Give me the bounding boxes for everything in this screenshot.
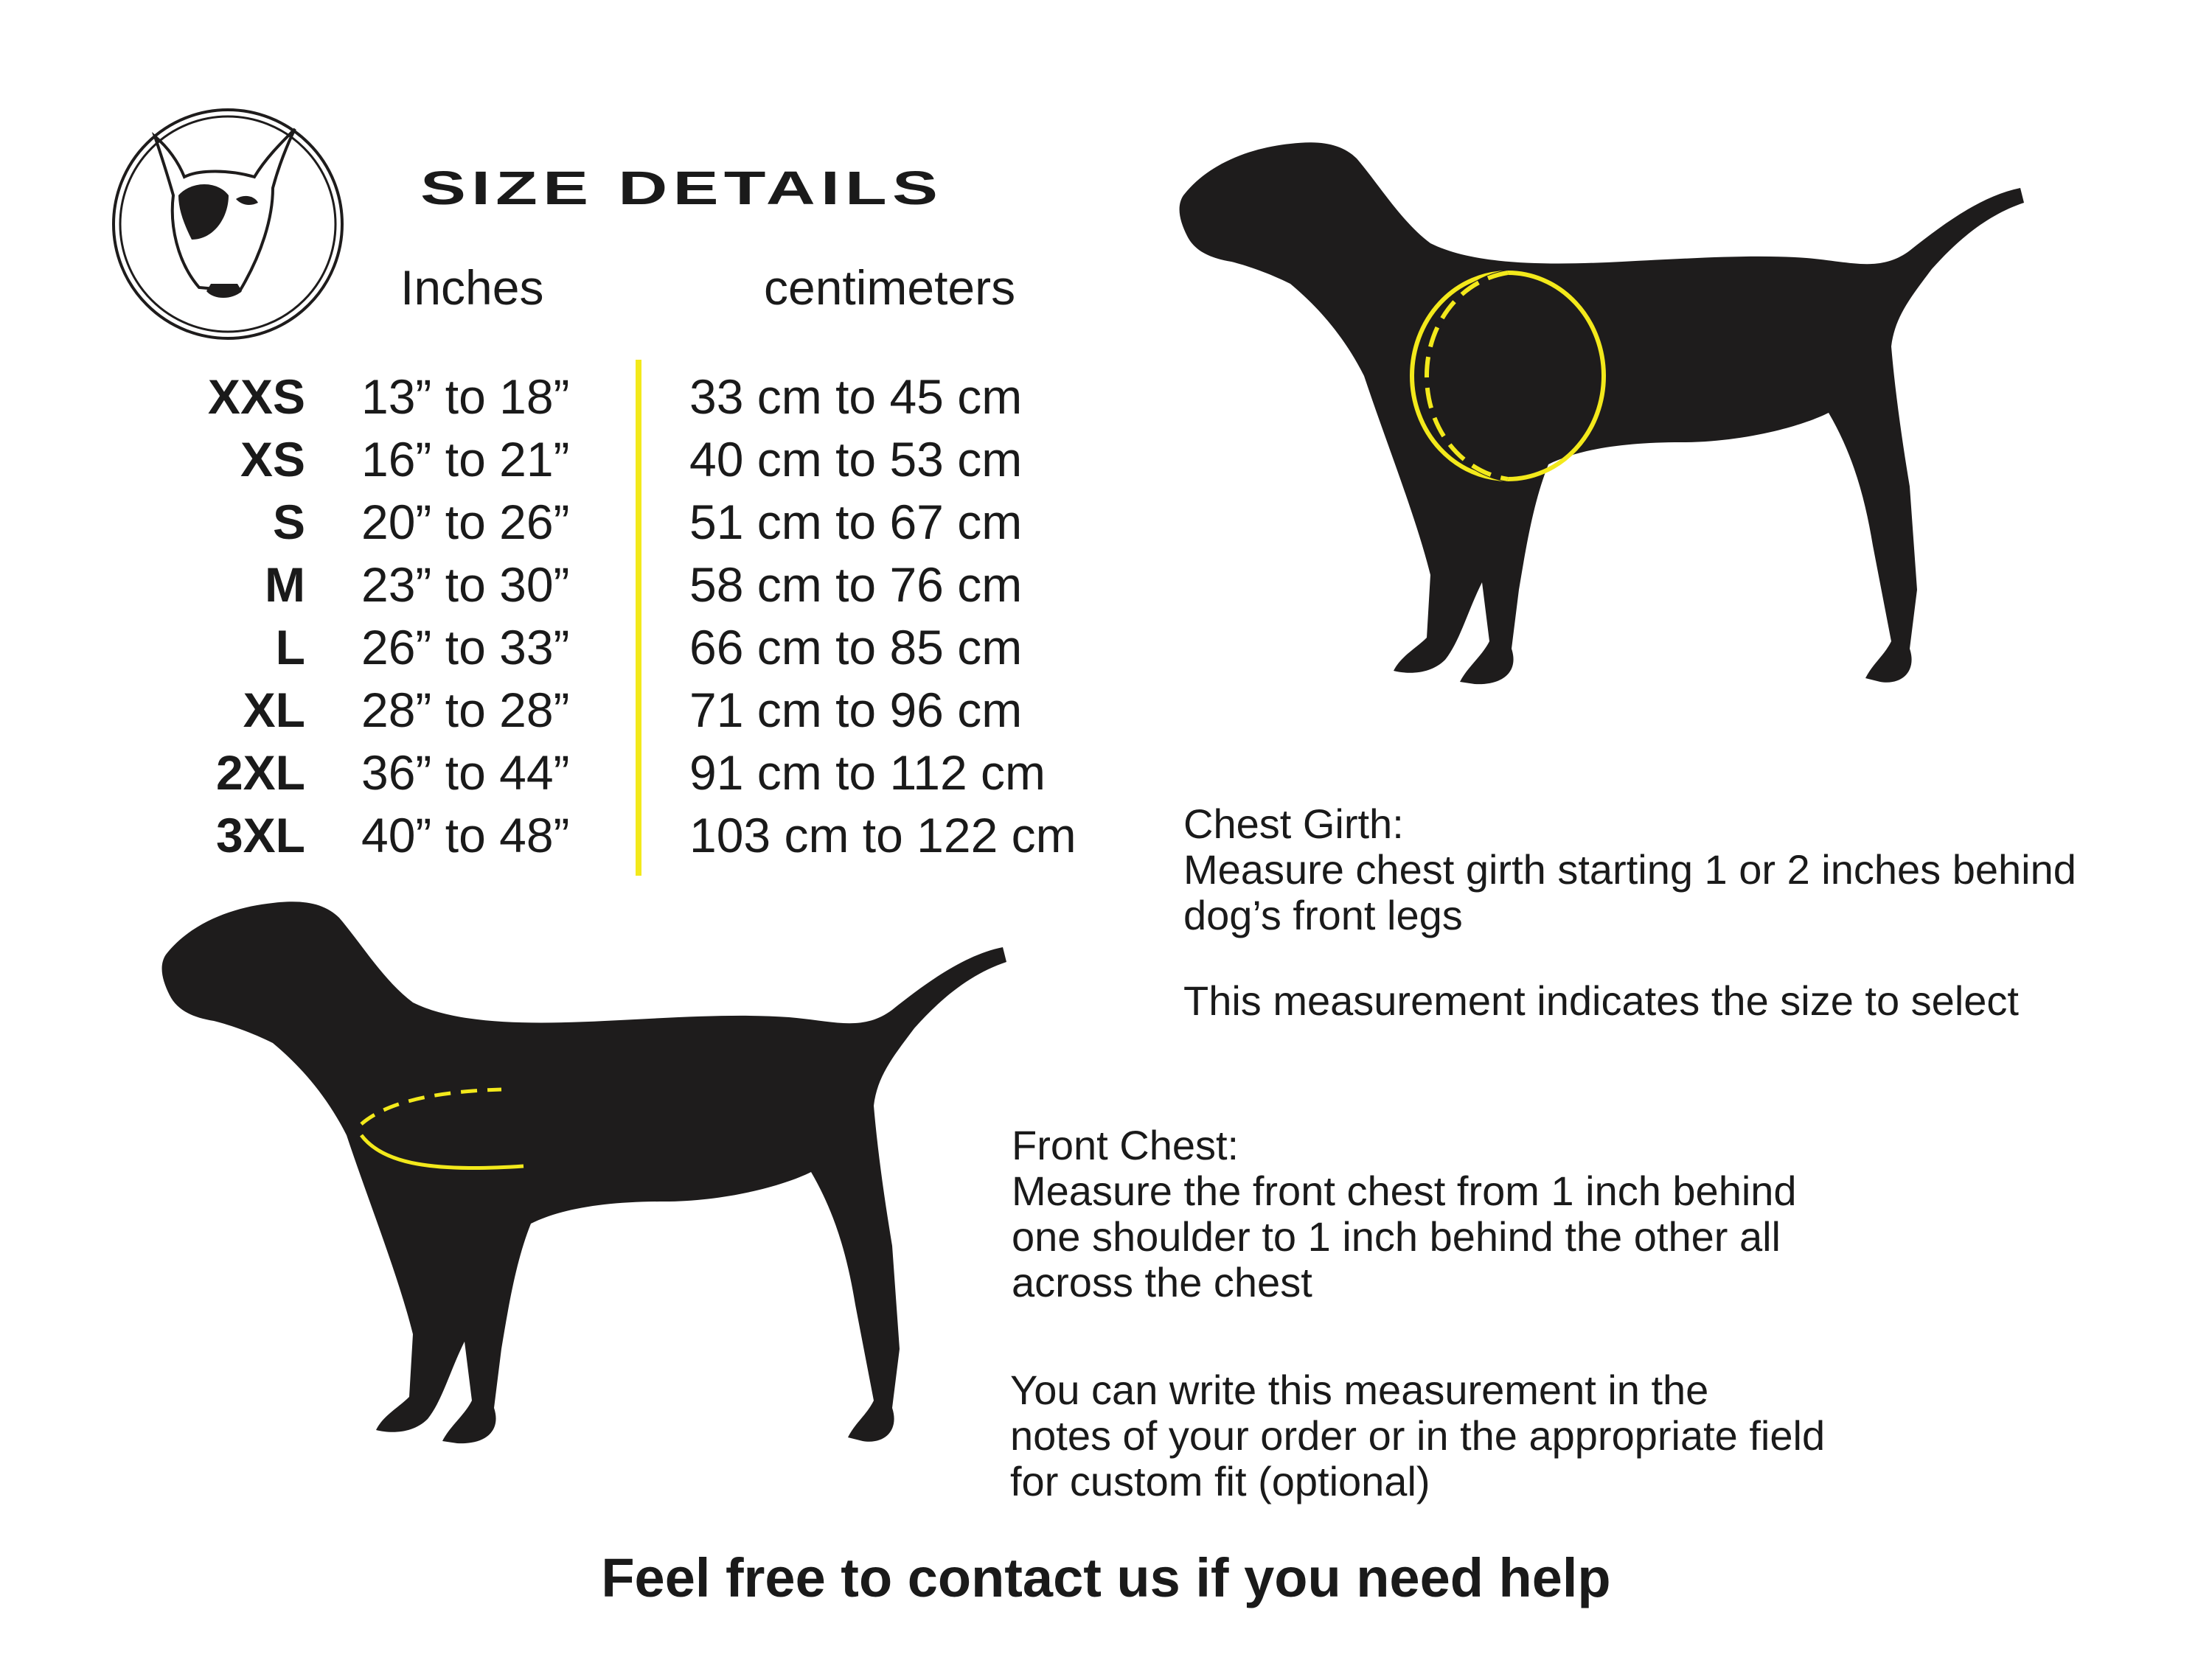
size-centimeters: 91 cm to 112 cm <box>689 745 1046 800</box>
size-label: 2XL <box>215 745 305 800</box>
size-label: XL <box>243 683 305 737</box>
page-title: SIZE DETAILS <box>420 161 944 215</box>
table-row <box>0 431 1150 494</box>
chest-girth-heading: Chest Girth: <box>1183 801 1404 847</box>
size-label: M <box>265 557 305 612</box>
front-chest-note-line: You can write this measurement in the <box>1010 1367 1709 1413</box>
column-divider <box>636 360 641 876</box>
front-chest-note-line: for custom fit (optional) <box>1010 1458 1430 1504</box>
size-centimeters: 66 cm to 85 cm <box>689 620 1023 674</box>
dog-silhouette-icon <box>147 892 1091 1496</box>
front-chest-heading: Front Chest: <box>1012 1122 1239 1168</box>
chest-girth-line: Measure chest girth starting 1 or 2 inches behind <box>1183 846 2076 893</box>
chest-girth-line: dog’s front legs <box>1183 892 1463 938</box>
size-label: XXS <box>207 369 305 424</box>
chest-girth-note: This measurement indicates the size to select <box>1183 977 2019 1024</box>
inches-column-header: Inches <box>400 260 544 315</box>
table-row <box>0 744 1150 807</box>
size-inches: 40” to 48” <box>361 808 570 862</box>
size-label: L <box>275 620 305 674</box>
size-centimeters: 103 cm to 122 cm <box>689 808 1077 862</box>
table-row <box>0 557 1150 619</box>
centimeters-column-header: centimeters <box>764 260 1016 315</box>
contact-footer: Feel free to contact us if you need help <box>601 1547 1611 1608</box>
front-chest-line: one shoulder to 1 inch behind the other all <box>1012 1213 1781 1260</box>
table-row <box>0 682 1150 744</box>
size-centimeters: 40 cm to 53 cm <box>689 432 1023 487</box>
table-row <box>0 494 1150 557</box>
size-centimeters: 58 cm to 76 cm <box>689 557 1023 612</box>
size-inches: 20” to 26” <box>361 495 570 549</box>
bull-terrier-logo-icon <box>111 107 345 341</box>
table-row <box>0 807 1150 870</box>
size-inches: 28” to 28” <box>361 683 570 737</box>
size-inches: 36” to 44” <box>361 745 570 800</box>
size-label: XS <box>240 432 305 487</box>
front-chest-line: Measure the front chest from 1 inch behind <box>1012 1168 1797 1214</box>
front-chest-text <box>1012 1123 1797 1305</box>
dog-silhouette-icon <box>1165 133 2109 737</box>
size-inches: 13” to 18” <box>361 369 570 424</box>
size-inches: 23” to 30” <box>361 557 570 612</box>
size-inches: 16” to 21” <box>361 432 570 487</box>
front-chest-line: across the chest <box>1012 1259 1312 1305</box>
front-chest-note <box>1010 1367 1825 1504</box>
size-label: 3XL <box>215 808 305 862</box>
chest-girth-text <box>1183 801 2076 938</box>
table-row <box>0 369 1150 431</box>
size-label: S <box>272 495 305 549</box>
front-chest-note-line: notes of your order or in the appropriate field <box>1010 1412 1826 1459</box>
size-centimeters: 33 cm to 45 cm <box>689 369 1023 424</box>
size-inches: 26” to 33” <box>361 620 570 674</box>
size-centimeters: 71 cm to 96 cm <box>689 683 1023 737</box>
size-centimeters: 51 cm to 67 cm <box>689 495 1023 549</box>
table-row <box>0 619 1150 682</box>
